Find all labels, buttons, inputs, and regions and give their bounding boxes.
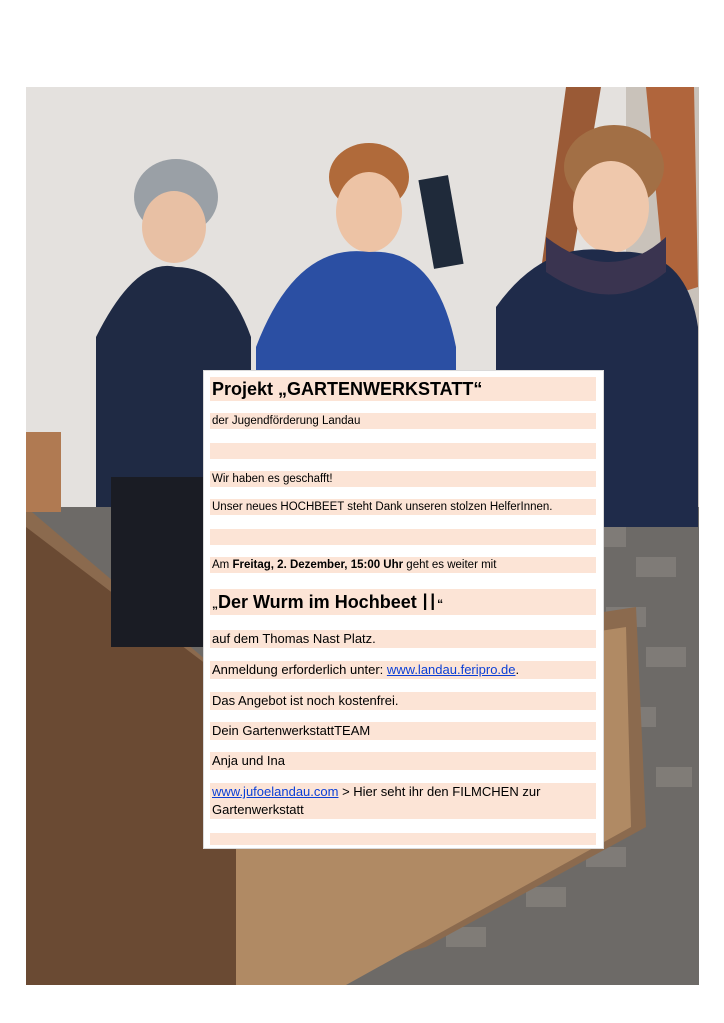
flyer-subtitle: der Jugendförderung Landau [210, 413, 596, 429]
film-line [210, 783, 596, 819]
spacer-row [210, 833, 596, 845]
event-title-text: Der Wurm im Hochbeet [218, 592, 422, 612]
date-line [210, 557, 596, 573]
success-line: Wir haben es geschafft! [210, 471, 596, 487]
spacer-row [210, 443, 596, 459]
flyer-card [204, 371, 603, 848]
spacer-row [210, 529, 596, 545]
signoff-team: Dein GartenwerkstattTEAM [210, 722, 596, 740]
hochbeet-line: Unser neues HOCHBEET steht Dank unseren stolzen HelferInnen. [210, 499, 596, 515]
film-text: > Hier seht ihr den FILMCHEN zur Gartenwerkstatt [212, 784, 541, 817]
film-link[interactable]: www.jufoelandau.com [212, 784, 339, 799]
registration-prefix: Anmeldung erforderlich unter: [212, 662, 387, 677]
flyer-title: Projekt „GARTENWERKSTATT“ [210, 377, 596, 401]
event-title [210, 589, 596, 615]
event-roman: II [421, 589, 438, 616]
event-close-quote: “ [437, 597, 444, 611]
registration-line [210, 661, 596, 679]
location-line: auf dem Thomas Nast Platz. [210, 630, 596, 648]
date-prefix: Am [212, 559, 233, 571]
registration-link[interactable]: www.landau.feripro.de [386, 662, 516, 677]
registration-suffix: . [515, 662, 520, 677]
free-note: Das Angebot ist noch kostenfrei. [210, 692, 596, 710]
signoff-names: Anja und Ina [210, 752, 596, 770]
date-suffix: geht es weiter mit [403, 559, 497, 571]
date-bold: Freitag, 2. Dezember, 15:00 Uhr [232, 559, 404, 571]
event-open-quote: „ [212, 597, 218, 611]
